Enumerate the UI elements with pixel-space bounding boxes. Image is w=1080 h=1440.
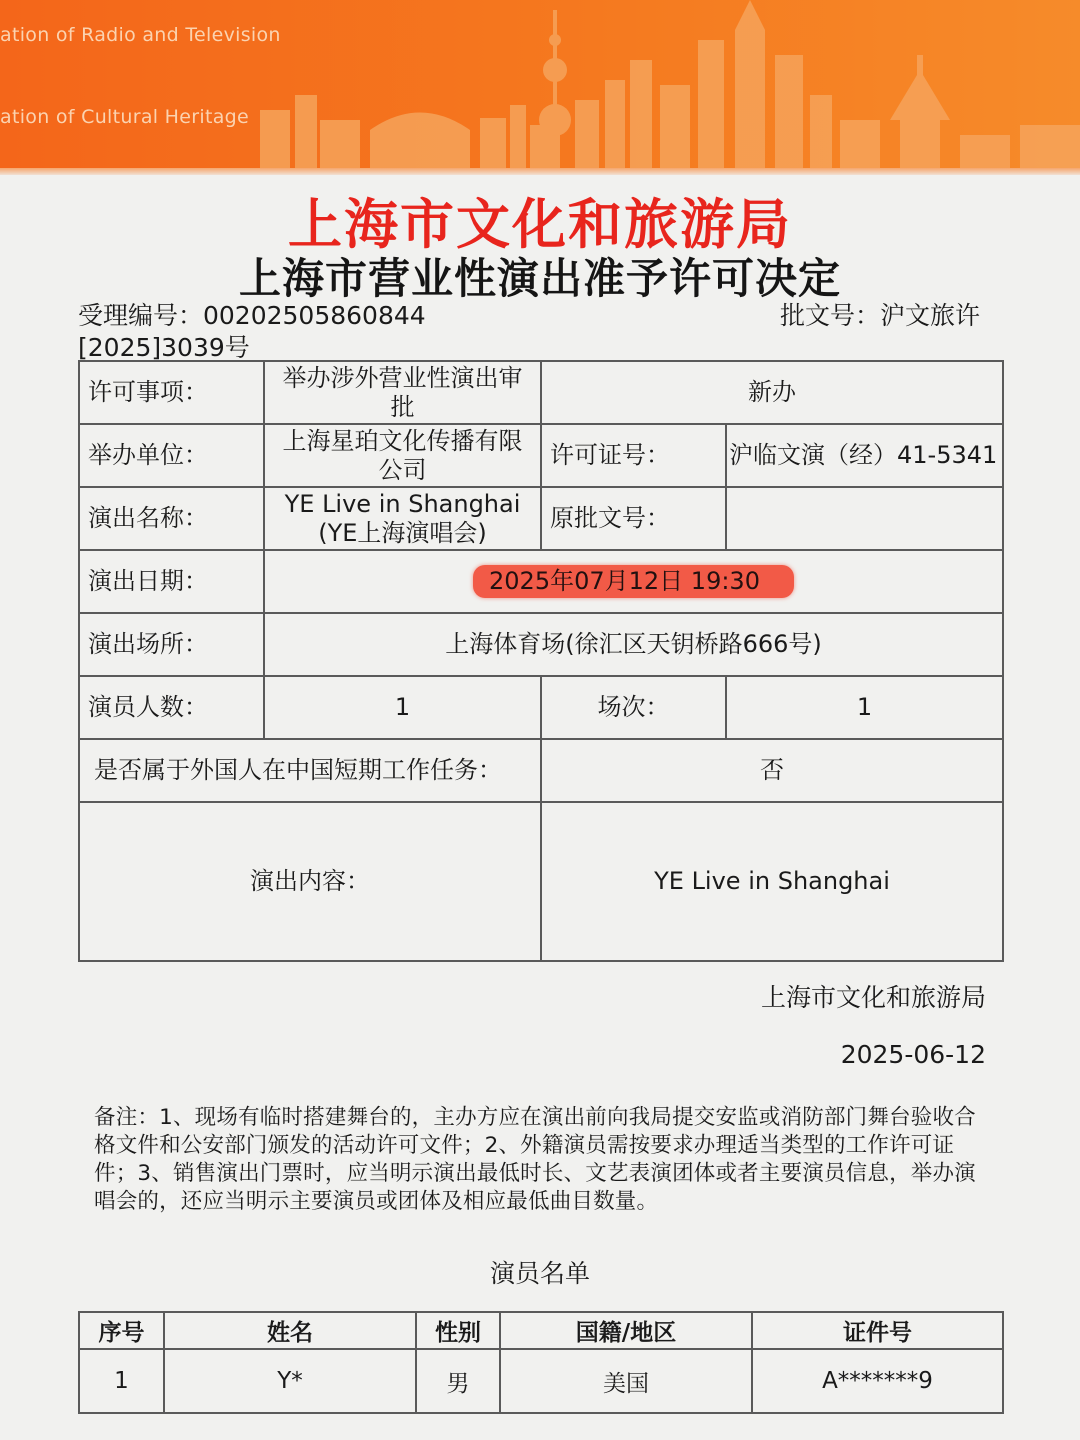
permit-item-value: 举办涉外营业性演出审批: [264, 361, 541, 424]
show-date-label: 演出日期：: [79, 550, 264, 613]
remark-text: 备注：1、现场有临时搭建舞台的，主办方应在演出前向我局提交安监或消防部门舞台验收合格文件和公安部门颁发的活动许可文件；2、外籍演员需按要求办理适当类型的工作许可证件；3、销售演出门票时，应当明示演出最低时长、文艺表演团体或者主要演员信息，举办演唱会的，还应当明示主要演员或团体及相应最低曲目数量。: [94, 1105, 976, 1214]
approval-number: 批文号：沪文旅许: [779, 301, 980, 330]
table-row: [79, 487, 1003, 550]
table-row: [79, 1349, 1003, 1413]
issuer-name: 上海市文化和旅游局: [760, 983, 986, 1012]
table-row: [79, 613, 1003, 676]
cell-index: 1: [79, 1349, 164, 1413]
header-name: 姓名: [164, 1312, 416, 1349]
permit-item-type: 新办: [541, 361, 1003, 424]
venue-label: 演出场所：: [79, 613, 264, 676]
performer-table: [78, 1311, 1004, 1414]
table-row: [79, 424, 1003, 487]
issue-date: 2025-06-12: [840, 1040, 986, 1069]
table-row: [79, 676, 1003, 739]
header-nationality: 国籍/地区: [500, 1312, 752, 1349]
document-title: 上海市营业性演出准予许可决定: [238, 254, 841, 303]
table-header-row: [79, 1312, 1003, 1349]
permit-table: [78, 360, 1004, 962]
org-title: 上海市文化和旅游局: [288, 193, 792, 256]
foreign-task-value: 否: [541, 739, 1003, 802]
header-gender: 性别: [416, 1312, 500, 1349]
header-banner: [0, 0, 1080, 175]
table-row: [79, 739, 1003, 802]
license-value: 沪临文演（经）41-5341: [726, 424, 1003, 487]
table-row: [79, 550, 1003, 613]
performers-count-value: 1: [264, 676, 541, 739]
cell-gender: 男: [416, 1349, 500, 1413]
table-row: [79, 802, 1003, 961]
banner-text-cultural-heritage: ation of Cultural Heritage: [0, 106, 249, 128]
table-row: [79, 361, 1003, 424]
foreign-task-label: 是否属于外国人在中国短期工作任务：: [79, 739, 541, 802]
original-approval-value: [726, 487, 1003, 550]
header-index: 序号: [79, 1312, 164, 1349]
header-id-number: 证件号: [752, 1312, 1003, 1349]
banner-divider: [0, 168, 1080, 175]
show-date-cell: [264, 550, 1003, 613]
show-date-value: 2025年07月12日 19:30: [473, 565, 794, 598]
shanghai-skyline-icon: [220, 0, 1080, 175]
performers-count-label: 演员人数：: [79, 676, 264, 739]
cell-nationality: 美国: [500, 1349, 752, 1413]
sessions-label: 场次：: [541, 676, 726, 739]
show-name-value: YE Live in Shanghai (YE上海演唱会): [264, 487, 541, 550]
cell-id-number: A*******9: [752, 1349, 1003, 1413]
cell-name: Y*: [164, 1349, 416, 1413]
content-value: YE Live in Shanghai: [541, 802, 1003, 961]
organizer-label: 举办单位：: [79, 424, 264, 487]
acceptance-number: 受理编号：00202505860844: [78, 301, 426, 330]
content-label: 演出内容：: [79, 802, 541, 961]
approval-number-continued: [2025]3039号: [78, 333, 250, 362]
original-approval-label: 原批文号：: [541, 487, 726, 550]
performer-list-title: 演员名单: [489, 1259, 590, 1288]
organizer-value: 上海星珀文化传播有限公司: [264, 424, 541, 487]
banner-text-radio-tv: ation of Radio and Television: [0, 24, 281, 46]
permit-item-label: 许可事项：: [79, 361, 264, 424]
license-label: 许可证号：: [541, 424, 726, 487]
show-name-label: 演出名称：: [79, 487, 264, 550]
venue-value: 上海体育场(徐汇区天钥桥路666号): [264, 613, 1003, 676]
sessions-value: 1: [726, 676, 1003, 739]
